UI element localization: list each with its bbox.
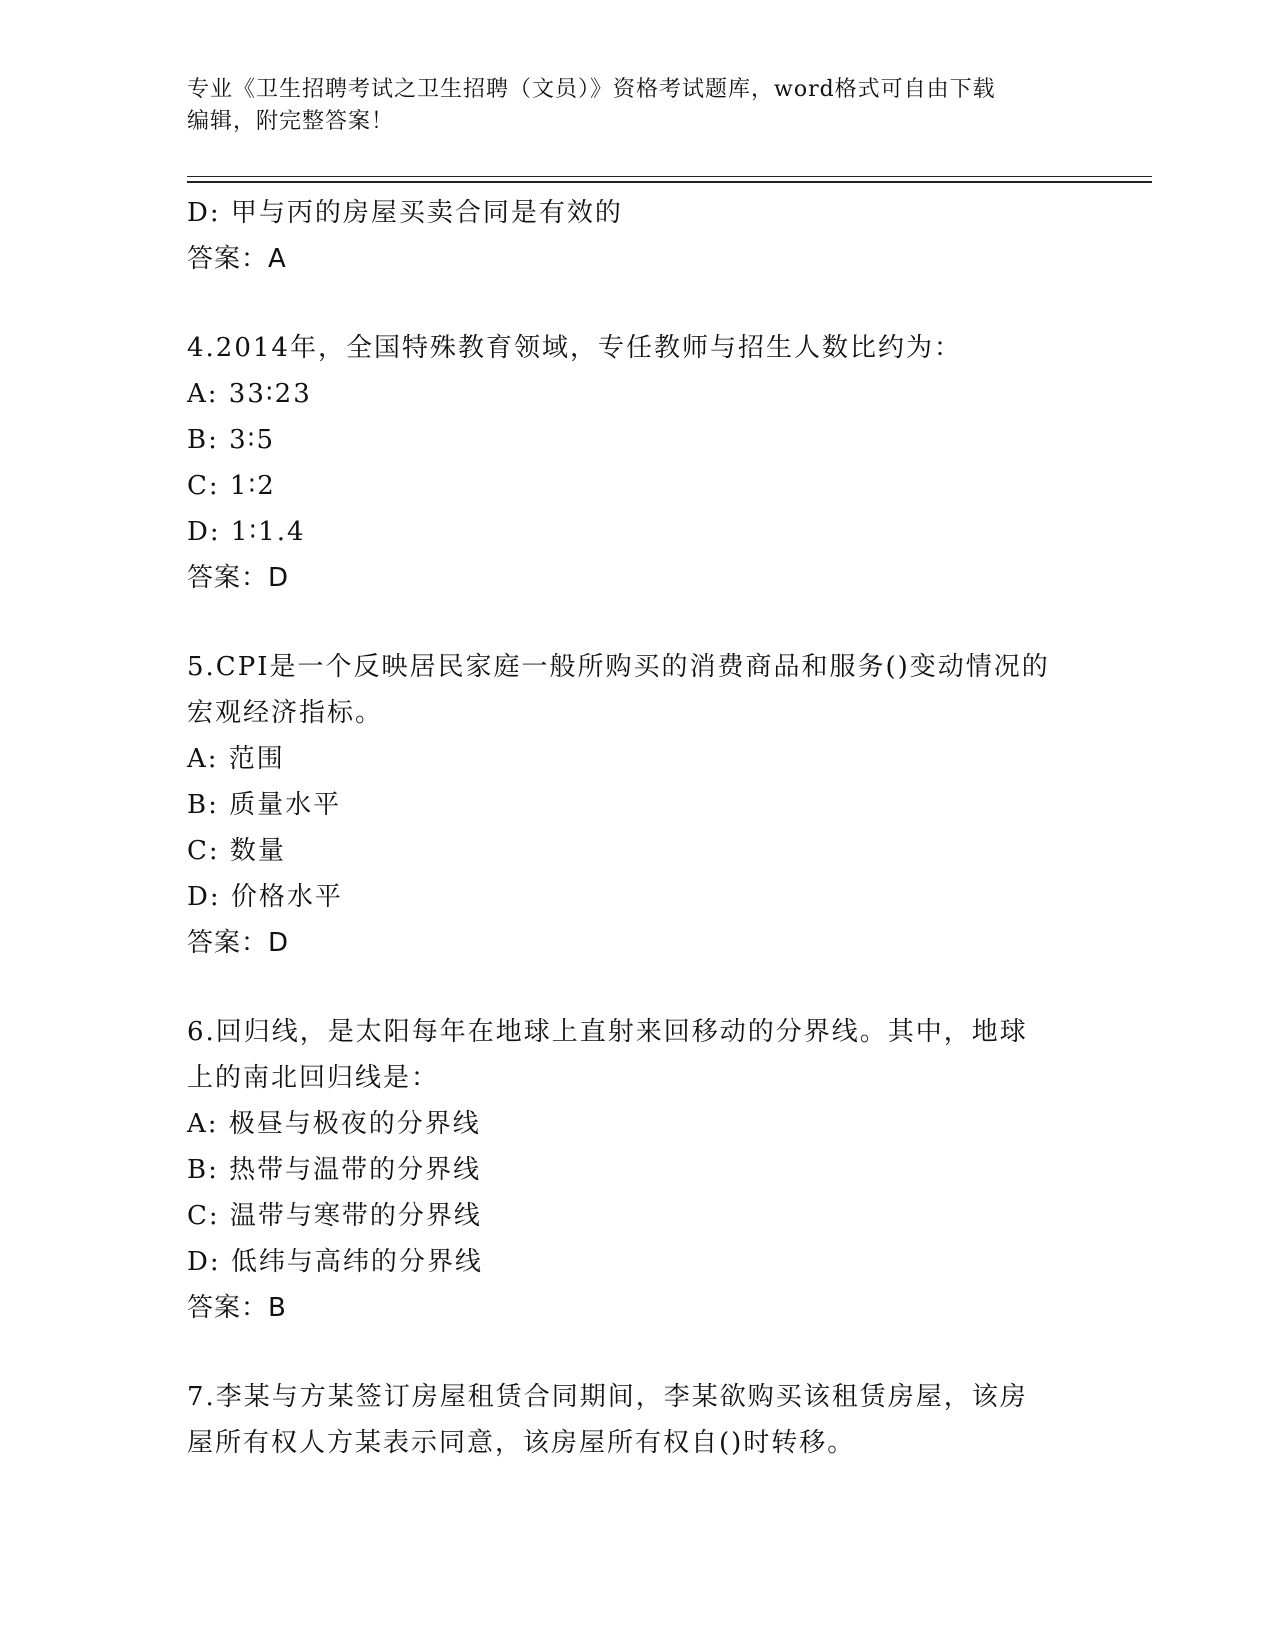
question-4 xyxy=(187,325,1087,601)
option-c: C: 1∶2 xyxy=(187,471,276,501)
question-6 xyxy=(187,1009,1087,1331)
question-title-line-1: 7.李某与方某签订房屋租赁合同期间，李某欲购买该租赁房屋，该房 xyxy=(187,1382,1028,1412)
option-a: A: 范围 xyxy=(187,744,285,774)
option-b: B: 3∶5 xyxy=(187,425,275,455)
option-d: D: 1∶1.4 xyxy=(187,517,306,547)
option-b: B: 热带与温带的分界线 xyxy=(187,1155,482,1185)
option-a: A: 极昼与极夜的分界线 xyxy=(187,1109,481,1139)
question-title-line-1: 5.CPI是一个反映居民家庭一般所购买的消费商品和服务()变动情况的 xyxy=(187,652,1050,682)
question-title-line-1: 6.回归线，是太阳每年在地球上直射来回移动的分界线。其中，地球 xyxy=(187,1017,1028,1047)
option-b: B: 质量水平 xyxy=(187,790,342,820)
header-line-2: 编辑，附完整答案！ xyxy=(187,109,395,134)
question-title-line-2: 上的南北回归线是： xyxy=(187,1063,440,1093)
answer-line: 答案：D xyxy=(187,563,290,593)
header-rule-thick xyxy=(187,181,1152,183)
option-a: A: 33∶23 xyxy=(187,379,312,409)
question-title: 4.2014年，全国特殊教育领域，专任教师与招生人数比约为： xyxy=(187,333,962,363)
question-5 xyxy=(187,644,1087,966)
answer-line: 答案：B xyxy=(187,1293,287,1323)
question-list xyxy=(187,190,1087,1466)
option-c: C: 数量 xyxy=(187,836,286,866)
option-d: D: 甲与丙的房屋买卖合同是有效的 xyxy=(187,198,623,228)
answer-line: 答案：D xyxy=(187,928,290,958)
header-line-1: 专业《卫生招聘考试之卫生招聘（文员）》资格考试题库，word格式可自由下载 xyxy=(187,77,996,102)
question-title-line-2: 宏观经济指标。 xyxy=(187,698,384,728)
answer-line: 答案：A xyxy=(187,244,287,274)
header-rule-thin xyxy=(187,176,1152,177)
option-c: C: 温带与寒带的分界线 xyxy=(187,1201,482,1231)
option-d: D: 低纬与高纬的分界线 xyxy=(187,1247,483,1277)
option-d: D: 价格水平 xyxy=(187,882,343,912)
document-header xyxy=(187,74,1087,138)
question-title-line-2: 屋所有权人方某表示同意，该房屋所有权自()时转移。 xyxy=(187,1428,856,1458)
question-7 xyxy=(187,1374,1087,1466)
